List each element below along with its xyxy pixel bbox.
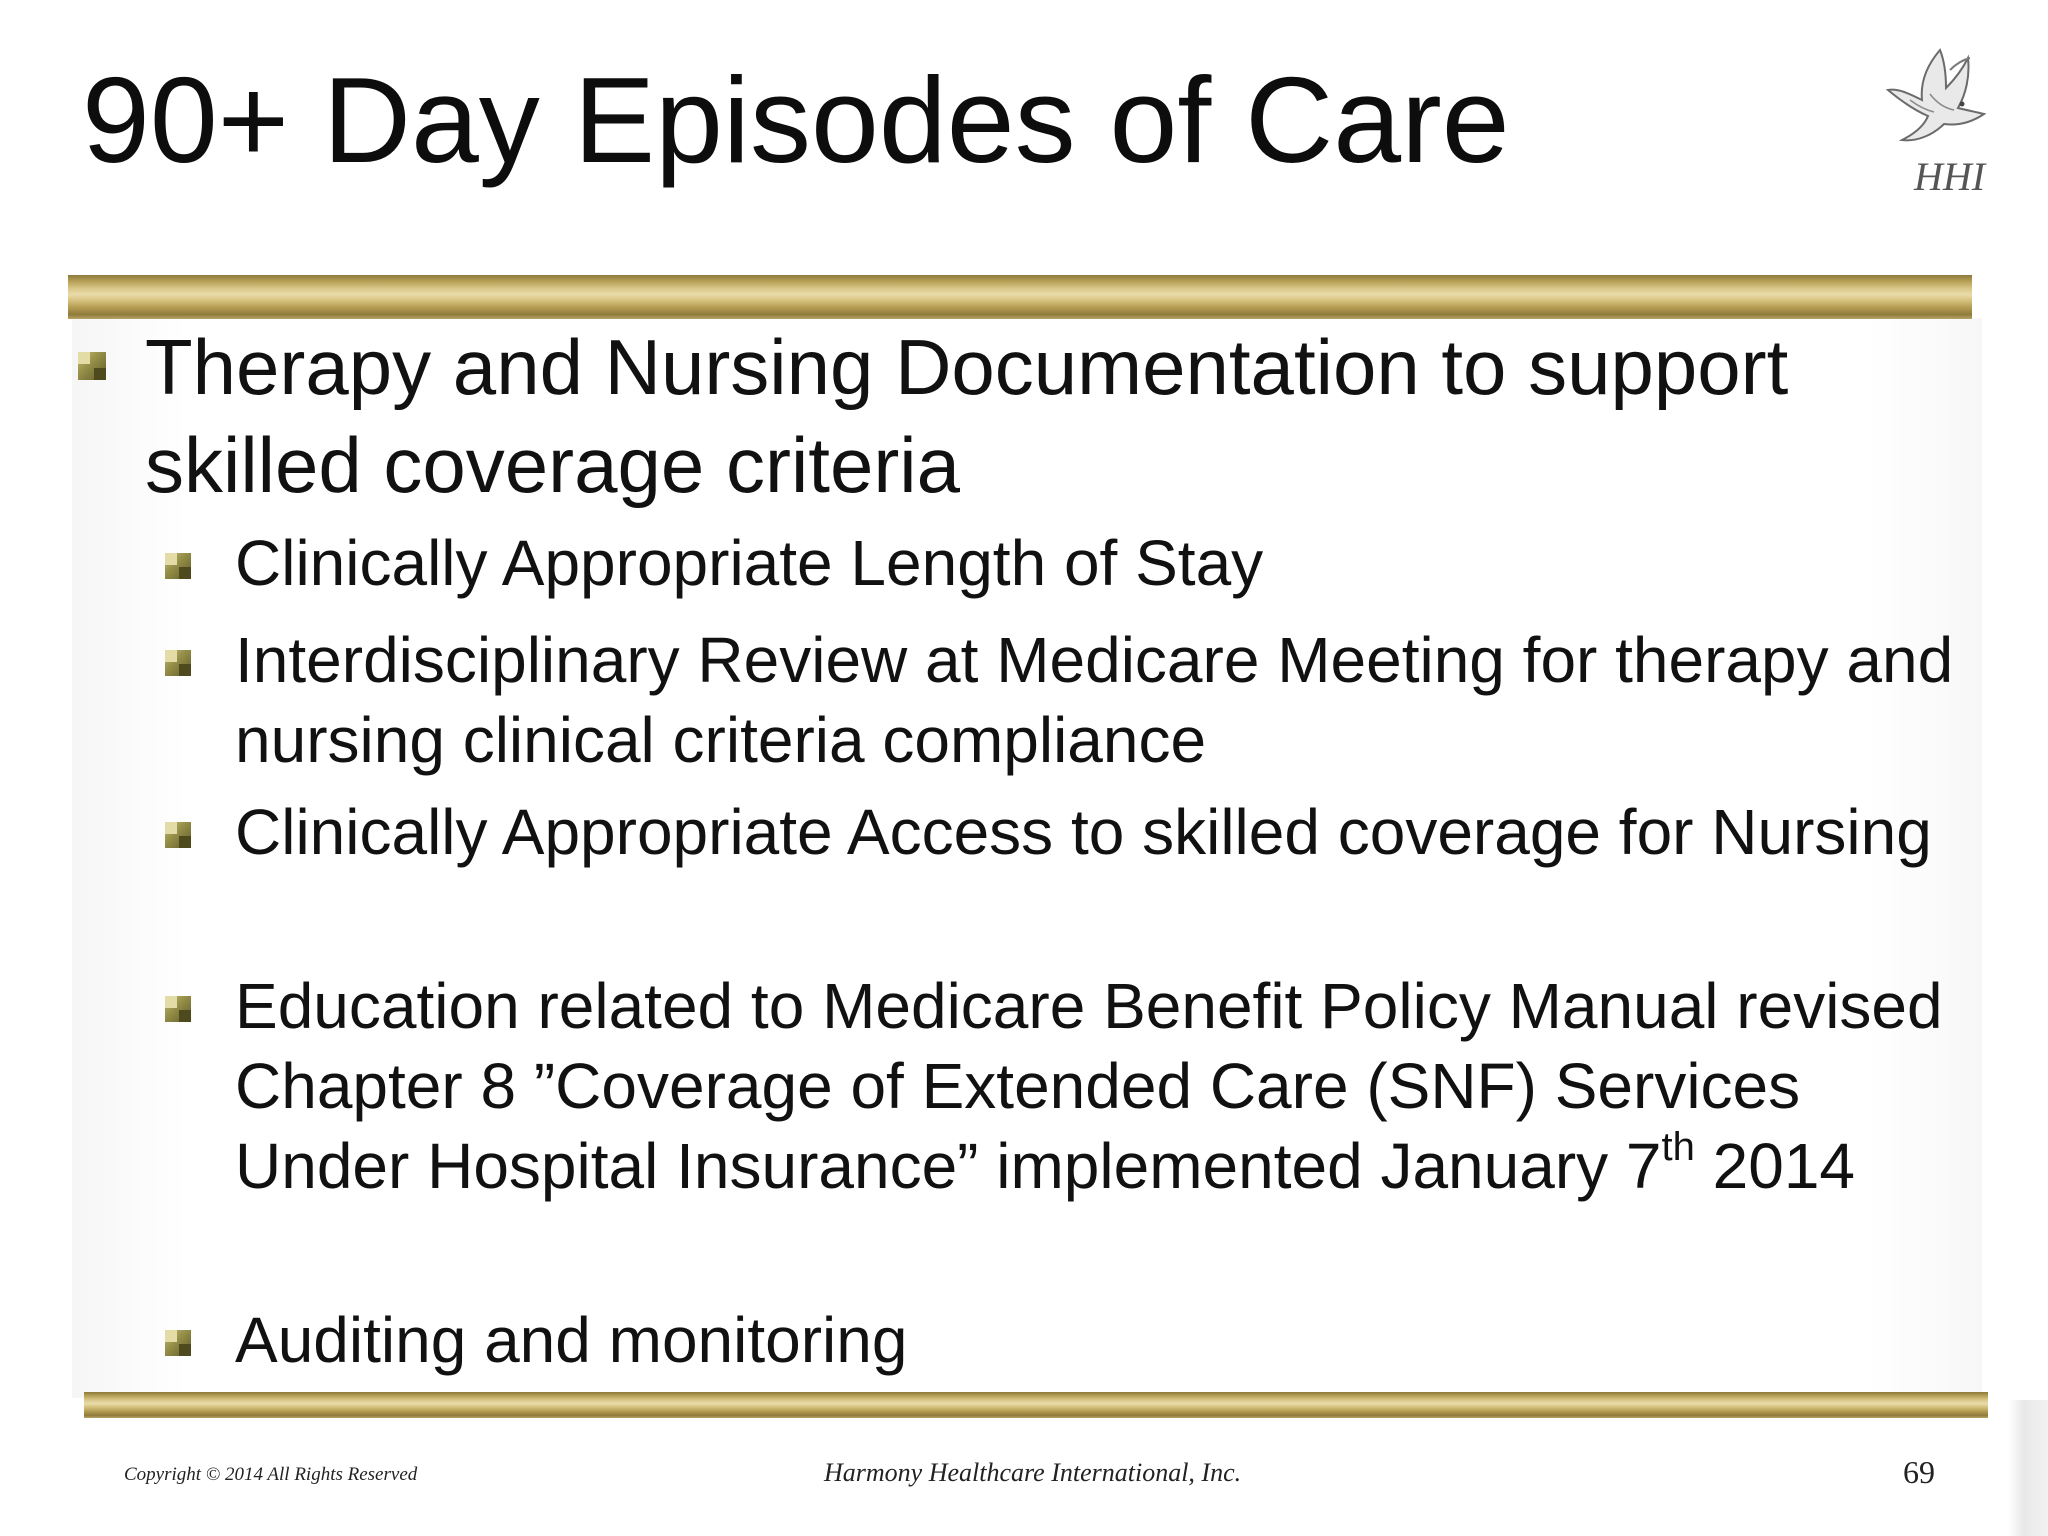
- main-bullet-text: Therapy and Nursing Documentation to support skilled coverage criteria: [145, 323, 1789, 509]
- company-name: Harmony Healthcare International, Inc.: [824, 1458, 1242, 1487]
- bullet-icon: [165, 996, 191, 1022]
- bullet-icon: [165, 650, 191, 676]
- sub-bullet-4-year: 2014: [1694, 1130, 1856, 1202]
- logo-text: HHI: [1914, 154, 1986, 198]
- bullet-icon: [165, 1330, 191, 1356]
- copyright-text: Copyright © 2014 All Rights Reserved: [124, 1464, 418, 1485]
- sub-bullet-1: Clinically Appropriate Length of Stay: [235, 527, 1264, 599]
- bullet-icon: [165, 553, 191, 579]
- sub-bullet-4: [235, 966, 1975, 1206]
- slide-edge-shadow: [2008, 1400, 2048, 1536]
- sub-bullet-3: Clinically Appropriate Access to skilled coverage for Nursing: [235, 796, 1932, 868]
- hhi-logo: [1880, 30, 1998, 198]
- superscript-th: th: [1661, 1124, 1695, 1169]
- bottom-gold-divider: [84, 1392, 1988, 1418]
- page-number: 69: [1903, 1454, 1935, 1490]
- sub-bullet-2: Interdisciplinary Review at Medicare Meeting for therapy and nursing clinical criteria compliance: [235, 624, 1954, 776]
- dove-icon: [1880, 30, 1998, 198]
- slide-title: 90+ Day Episodes of Care: [82, 52, 1510, 188]
- sub-bullet-4-text: Education related to Medicare Benefit Policy Manual revised Chapter 8 ”Coverage of Extended Care (SNF) Services Under Hospital Insurance” implemented January 7: [235, 970, 1943, 1202]
- bullet-icon: [78, 352, 106, 380]
- sub-bullet-5: Auditing and monitoring: [235, 1304, 908, 1376]
- bullet-icon: [165, 822, 191, 848]
- top-gold-divider: [68, 275, 1972, 319]
